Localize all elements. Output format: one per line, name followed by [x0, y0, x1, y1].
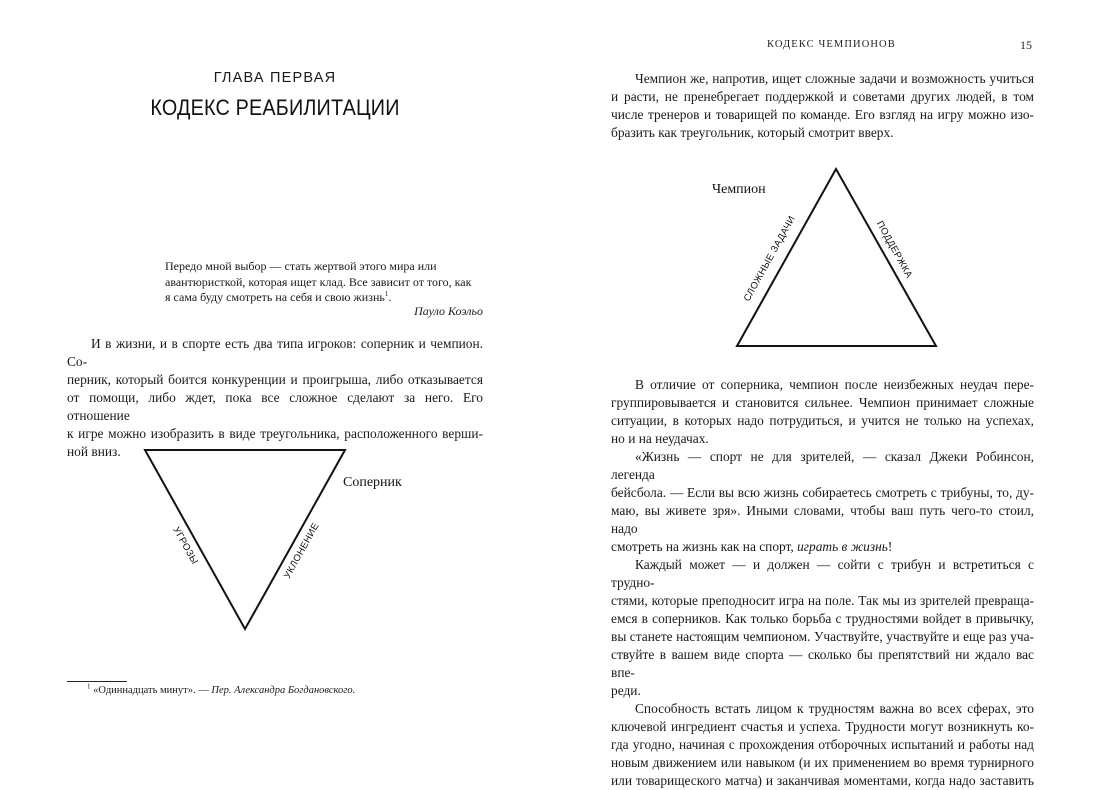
- epigraph-period: .: [388, 290, 392, 304]
- rival-label: Соперник: [343, 475, 402, 490]
- running-head: КОДЕКС ЧЕМПИОНОВ: [767, 39, 896, 50]
- paragraph-line-text: реди.: [611, 683, 641, 698]
- paragraph-line: [611, 610, 1034, 628]
- paragraph-line: [611, 376, 1034, 394]
- threats-label: УГРОЗЫ: [170, 525, 200, 567]
- paragraph-line: к игре можно изобразить в виде треугольника, расположенного верши-: [67, 426, 483, 441]
- chapter-title: КОДЕКС РЕАБИЛИТАЦИИ: [150, 95, 400, 120]
- footnote: [87, 682, 507, 696]
- paragraph-line: [611, 592, 1034, 610]
- paragraph-line-text: но и на неудачах.: [611, 431, 709, 446]
- paragraph-line-text: смотреть на жизнь как на спорт,: [611, 539, 798, 554]
- paragraph-line: [611, 502, 1034, 538]
- footnote-translator: Пер. Александра Богдановского.: [211, 685, 356, 696]
- paragraph-line: бразить как треугольник, который смотрит вверх.: [611, 125, 894, 140]
- paragraph-line-text: Каждый может — и должен — сойти с трибун и встретиться с трудно-: [611, 557, 1034, 590]
- paragraph-line: [611, 538, 1034, 556]
- paragraph-line: [611, 754, 1034, 772]
- paragraph-line: перник, который боится конкуренции и проигрыша, либо отказывается: [67, 372, 483, 387]
- footnote-rule: [67, 681, 127, 682]
- paragraph-line: [611, 718, 1034, 736]
- paragraph-line-text: маю, вы живете зря». Иными словами, чтобы ваш путь чего-то стоил, надо: [611, 503, 1034, 536]
- support-label: ПОДДЕРЖКА: [873, 219, 915, 281]
- paragraph-line-text: ствуйте в вашем виде спорта — сколько бы препятствий ни ждало вас впе-: [611, 647, 1034, 680]
- paragraph-line-text: емся в соперников. Как только борьба с трудностями войдет в привычку,: [611, 611, 1034, 626]
- epigraph-line: авантюристкой, которая ищет клад. Все зависит от того, как: [165, 274, 472, 289]
- paragraph-line: И в жизни, и в спорте есть два типа игроков: соперник и чемпион. Со-: [67, 336, 483, 369]
- paragraph-line: [611, 484, 1034, 502]
- paragraph-line: [611, 448, 1034, 484]
- chapter-label: ГЛАВА ПЕРВАЯ: [213, 70, 337, 86]
- paragraph-line: Чемпион же, напротив, ищет сложные задачи и возможность учиться: [635, 71, 1034, 86]
- footnote-mark[interactable]: 1: [384, 290, 389, 298]
- paragraph-line: [611, 646, 1034, 682]
- paragraph-line: [611, 628, 1034, 646]
- paragraph-line-text: ситуации, в которых надо потрудиться, и учится не только на успехах,: [611, 413, 1034, 428]
- paragraph-line: от помощи, либо ждет, пока все сложное сделают за него. Его отношение: [67, 390, 483, 423]
- paragraph-line: [611, 682, 1034, 700]
- paragraph-line-text: группировывается и становится сильнее. Чемпион принимает сложные: [611, 395, 1034, 410]
- paragraph-line-text: ключевой ингредиент счастья и успеха. Трудности могут возникнуть ко-: [611, 719, 1034, 734]
- emphasis-text: играть в жизнь: [797, 539, 888, 554]
- paragraph-line: [611, 556, 1034, 592]
- epigraph-line-text: я сама буду смотреть на себя и свою жизнь: [165, 290, 385, 304]
- paragraph-line-text: «Жизнь — спорт не для зрителей, — сказал Джеки Робинсон, легенда: [611, 449, 1034, 482]
- paragraph-line: [611, 700, 1034, 718]
- paragraph-line-text: гда угодно, начиная с прохождения отборочных испытаний и работы над: [611, 737, 1034, 752]
- paragraph-line: ной вниз.: [67, 444, 121, 459]
- epigraph-author: Пауло Коэльо: [414, 304, 483, 318]
- rival-triangle-diagram: [0, 0, 550, 783]
- paragraph-line-text: вы станете настоящим чемпионом. Участвуйте, участвуйте и еще раз уча-: [611, 629, 1034, 644]
- paragraph-line: [611, 736, 1034, 754]
- paragraph-line-text: В отличие от соперника, чемпион после неизбежных неудач пере-: [635, 377, 1034, 392]
- paragraph-line: [611, 412, 1034, 430]
- footnote-number: 1: [87, 682, 91, 691]
- left-page: [0, 0, 550, 783]
- downward-triangle: [145, 450, 345, 629]
- right-page: [550, 0, 1100, 788]
- avoidance-label: УКЛОНЕНИЕ: [281, 521, 322, 581]
- paragraph-line: [611, 394, 1034, 412]
- paragraph-line-text: стями, которые преподносит игра на поле. Так мы из зрителей превраща-: [611, 593, 1034, 608]
- paragraph-line: и расти, не пренебрегает поддержкой и советами других людей, в том: [611, 89, 1034, 104]
- paragraph-line: [611, 430, 1034, 448]
- line-tail: !: [887, 539, 893, 554]
- footnote-text: «Одиннадцать минут». —: [93, 685, 212, 696]
- paragraph-line-text: или товарищеского матча) и заканчивая моментами, когда надо заставить: [611, 773, 1034, 788]
- paragraph-line: числе тренеров и товарищей по команде. Его взгляд на игру можно изо-: [611, 107, 1034, 122]
- paragraph-line: [611, 772, 1034, 790]
- paragraph-line-text: Способность встать лицом к трудностям важна во всех сферах, это: [635, 701, 1034, 716]
- epigraph-line: Передо мной выбор — стать жертвой этого мира или: [165, 259, 437, 273]
- paragraph-line-text: бейсбола. — Если вы всю жизнь собираетесь смотреть с трибуны, то, ду-: [611, 485, 1034, 500]
- difficult-tasks-label: СЛОЖНЫЕ ЗАДАЧИ: [741, 214, 798, 304]
- champion-label: Чемпион: [712, 182, 766, 197]
- paragraph-line-text: новым движением или навыком (и их применением во время турнирного: [611, 755, 1034, 770]
- champion-body-text: [611, 376, 1034, 790]
- page-number: 15: [1020, 38, 1032, 52]
